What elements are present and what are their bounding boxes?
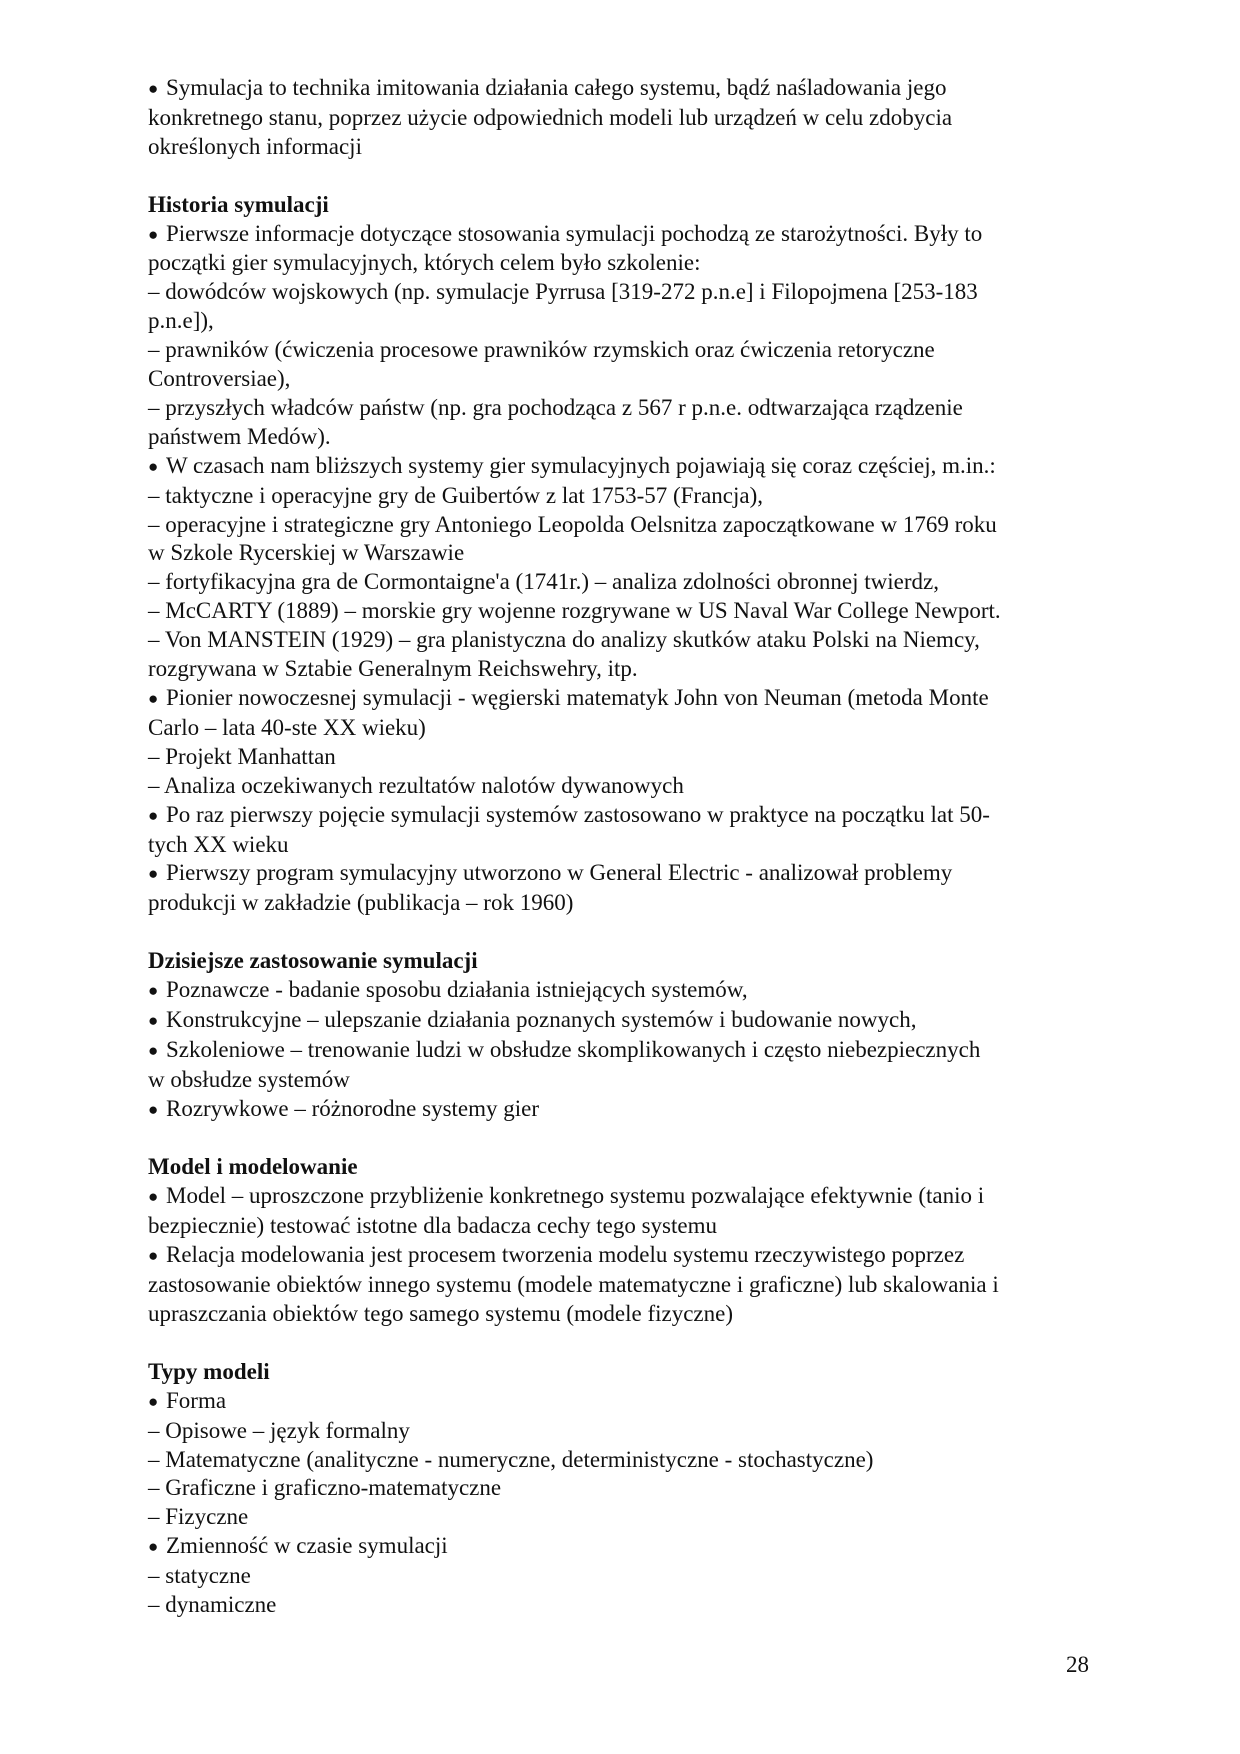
line-text: Relacja modelowania jest procesem tworzenia modelu systemu rzeczywistego poprzez <box>166 1242 965 1268</box>
section-gap <box>148 918 1088 947</box>
line-text: Po raz pierwszy pojęcie symulacji systemów zastosowano w praktyce na początku lat 50- <box>166 801 990 827</box>
line-text: – operacyjne i strategiczne gry Antoniego Leopolda Oelsnitza zapoczątkowane w 1769 roku <box>148 511 997 537</box>
line-text: państwem Medów). <box>148 423 331 449</box>
line-text: – Analiza oczekiwanych rezultatów nalotów dywanowych <box>148 772 684 798</box>
text-line <box>148 511 1088 540</box>
text-line <box>148 365 1088 394</box>
line-text: – prawników (ćwiczenia procesowe prawników rzymskich oraz ćwiczenia retoryczne <box>148 337 935 363</box>
line-text: produkcji w zakładzie (publikacja – rok 1960) <box>148 890 574 916</box>
text-line <box>148 307 1088 336</box>
bullet-item <box>148 1036 1088 1066</box>
text-line <box>148 831 1088 860</box>
text-line <box>148 1591 1088 1620</box>
line-text: rozgrywana w Sztabie Generalnym Reichswehry, itp. <box>148 656 638 682</box>
line-text: Rozrywkowe – różnorodne systemy gier <box>166 1095 540 1121</box>
bullet-icon: ● <box>148 1099 159 1119</box>
section-heading: Dzisiejsze zastosowanie symulacji <box>148 948 478 974</box>
text-line <box>148 597 1088 626</box>
bullet-item <box>148 1006 1088 1036</box>
bullet-icon: ● <box>148 689 159 709</box>
line-text: Zmienność w czasie symulacji <box>166 1533 448 1559</box>
line-text: – Opisowe – język formalny <box>148 1417 410 1443</box>
line-text: zastosowanie obiektów innego systemu (modele matematyczne i graficzne) lub skalowania i <box>148 1272 999 1298</box>
bullet-item <box>148 1532 1088 1562</box>
text-line <box>148 889 1088 918</box>
line-text: – przyszłych władców państw (np. gra pochodząca z 567 r p.n.e. odtwarzająca rządzenie <box>148 394 963 420</box>
line-text: Pionier nowoczesnej symulacji - węgierski matematyk John von Neuman (metoda Monte <box>166 685 989 711</box>
text-line <box>148 714 1088 743</box>
line-text: – statyczne <box>148 1563 251 1589</box>
text-line <box>148 539 1088 568</box>
bullet-icon: ● <box>148 1010 159 1030</box>
line-text: Szkoleniowe – trenowanie ludzi w obsłudze skomplikowanych i często niebezpiecznych <box>166 1036 981 1062</box>
line-text: – Von MANSTEIN (1929) – gra planistyczna do analizy skutków ataku Polski na Niemcy, <box>148 627 980 653</box>
bullet-item <box>148 801 1088 831</box>
section-gap <box>148 1329 1088 1358</box>
bullet-item <box>148 220 1088 250</box>
line-text: tych XX wieku <box>148 831 289 857</box>
section-gap <box>148 1125 1088 1154</box>
text-line <box>148 423 1088 452</box>
page-number: 28 <box>1066 1652 1089 1677</box>
bullet-item <box>148 1387 1088 1417</box>
line-text: – fortyfikacyjna gra de Cormontaigne'a (1741r.) – analiza zdolności obronnej twierdz, <box>148 569 939 595</box>
section-gap <box>148 162 1088 191</box>
bullet-icon: ● <box>148 805 159 825</box>
bullet-item <box>148 1241 1088 1271</box>
bullet-icon: ● <box>148 864 159 884</box>
line-text: w obsłudze systemów <box>148 1066 350 1092</box>
text-line <box>148 1446 1088 1475</box>
text-line <box>148 1503 1088 1532</box>
section-heading: Model i modelowanie <box>148 1154 358 1180</box>
bullet-icon: ● <box>148 79 159 98</box>
line-text: W czasach nam bliższych systemy gier symulacyjnych pojawiają się coraz częściej, m.in.: <box>166 452 996 478</box>
bullet-icon: ● <box>148 224 159 244</box>
bullet-item <box>148 452 1088 482</box>
text-line <box>148 568 1088 597</box>
document-body <box>148 74 1088 1620</box>
line-text: – Matematyczne (analityczne - numeryczne, deterministyczne - stochastyczne) <box>148 1446 874 1472</box>
text-line <box>148 278 1088 307</box>
bullet-icon: ● <box>148 1040 159 1060</box>
text-line <box>148 1300 1088 1329</box>
bullet-item <box>148 859 1088 889</box>
line-text: Forma <box>166 1387 227 1413</box>
section-heading: Typy modeli <box>148 1358 270 1384</box>
text-line <box>148 1562 1088 1591</box>
text-line <box>148 626 1088 655</box>
line-text: Pierwsze informacje dotyczące stosowania symulacji pochodzą ze starożytności. Były to <box>166 220 983 246</box>
text-line <box>148 482 1088 511</box>
line-text: początki gier symulacyjnych, których celem było szkolenie: <box>148 250 701 276</box>
bullet-icon: ● <box>148 1537 159 1557</box>
line-text: Poznawcze - badanie sposobu działania istniejących systemów, <box>166 977 748 1003</box>
text-line <box>148 1212 1088 1241</box>
line-text: Symulacja to technika imitowania działania całego systemu, bądź naśladowania jego <box>166 75 947 100</box>
bullet-item <box>148 1095 1088 1125</box>
line-text: Konstrukcyjne – ulepszanie działania poznanych systemów i budowanie nowych, <box>166 1006 917 1032</box>
bullet-item <box>148 976 1088 1006</box>
text-line <box>148 772 1088 801</box>
line-text: określonych informacji <box>148 133 362 159</box>
bullet-item <box>148 74 1088 104</box>
line-text: – dowódców wojskowych (np. symulacje Pyrrusa [319-272 p.n.e] i Filopojmena [253-183 <box>148 279 978 305</box>
line-text: – Graficzne i graficzno-matematyczne <box>148 1475 502 1501</box>
text-line <box>148 1417 1088 1446</box>
line-text: Carlo – lata 40-ste XX wieku) <box>148 714 426 740</box>
bullet-icon: ● <box>148 1187 159 1207</box>
line-text: upraszczania obiektów tego samego systemu (modele fizyczne) <box>148 1301 733 1327</box>
text-line <box>148 336 1088 365</box>
line-text: – dynamiczne <box>148 1592 277 1618</box>
text-line <box>148 394 1088 423</box>
bullet-icon: ● <box>148 1246 159 1266</box>
bullet-icon: ● <box>148 1391 159 1411</box>
line-text: bezpiecznie) testować istotne dla badacza cechy tego systemu <box>148 1213 717 1239</box>
line-text: Controversiae), <box>148 366 291 392</box>
bullet-item <box>148 684 1088 714</box>
line-text: konkretnego stanu, poprzez użycie odpowiednich modeli lub urządzeń w celu zdobycia <box>148 104 953 130</box>
line-text: – McCARTY (1889) – morskie gry wojenne rozgrywane w US Naval War College Newport. <box>148 598 1001 624</box>
line-text: Pierwszy program symulacyjny utworzono w General Electric - analizował problemy <box>166 860 953 886</box>
line-text: w Szkole Rycerskiej w Warszawie <box>148 540 465 566</box>
text-line <box>148 104 1088 133</box>
text-line <box>148 743 1088 772</box>
text-line <box>148 1066 1088 1095</box>
line-text: p.n.e]), <box>148 308 214 334</box>
text-line <box>148 1271 1088 1300</box>
text-line <box>148 249 1088 278</box>
line-text: – Fizyczne <box>148 1504 249 1530</box>
bullet-icon: ● <box>148 456 159 476</box>
bullet-item <box>148 1182 1088 1212</box>
line-text: – Projekt Manhattan <box>148 743 336 769</box>
bullet-icon: ● <box>148 981 159 1001</box>
line-text: Model – uproszczone przybliżenie konkretnego systemu pozwalające efektywnie (tanio i <box>166 1183 985 1209</box>
section-heading: Historia symulacji <box>148 191 329 217</box>
text-line <box>148 655 1088 684</box>
line-text: – taktyczne i operacyjne gry de Guibertów z lat 1753-57 (Francja), <box>148 482 764 508</box>
text-line <box>148 1474 1088 1503</box>
text-line <box>148 133 1088 162</box>
